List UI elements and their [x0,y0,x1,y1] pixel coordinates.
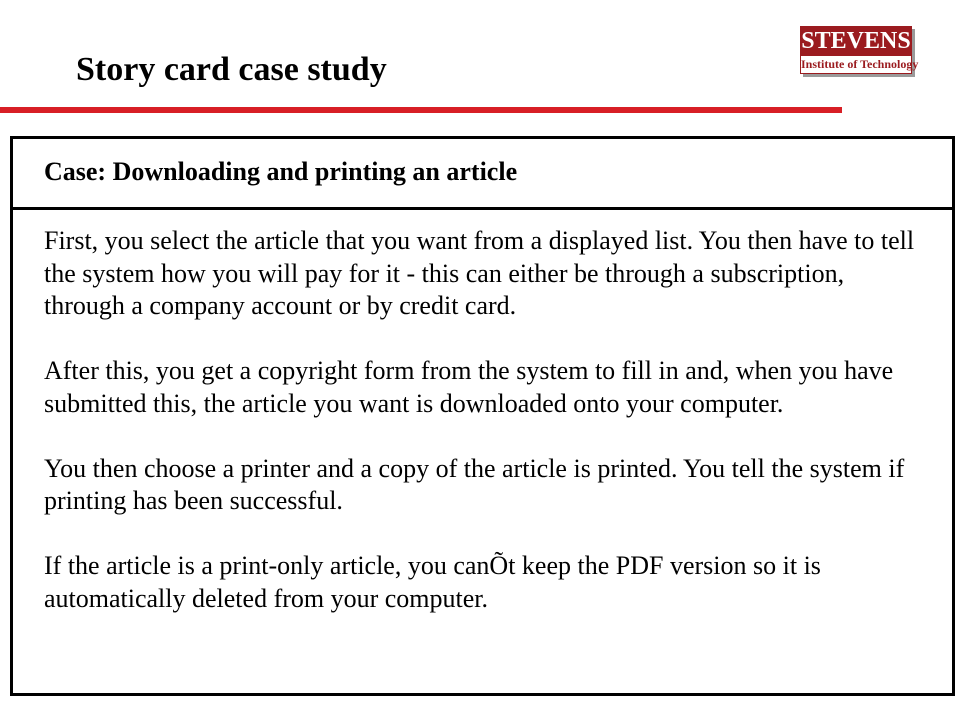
story-paragraph: First, you select the article that you want from a displayed list. You then have to tell the system how you will pay for it - this can either be through a subscription, through a company account or by credit card. [44,226,915,320]
story-paragraph: If the article is a print-only article, you canÕt keep the PDF version so it is automatically deleted from your computer. [44,551,821,613]
story-card-title: Case: Downloading and printing an article [44,157,518,186]
story-paragraph: After this, you get a copyright form from the system to fill in and, when you have submitted this, the article you want is downloaded onto your computer. [44,356,894,418]
page-title: Story card case study [76,51,387,88]
story-card-header [13,139,952,210]
story-card-body [44,225,924,615]
story-paragraph: You then choose a printer and a copy of the article is printed. You tell the system if printing has been successful. [44,453,905,515]
logo-wordmark: STEVENS [801,28,911,54]
stevens-logo [800,26,919,74]
title-underline [0,107,842,113]
logo-subtitle: Institute of Technology [800,55,912,74]
story-card [10,136,955,696]
